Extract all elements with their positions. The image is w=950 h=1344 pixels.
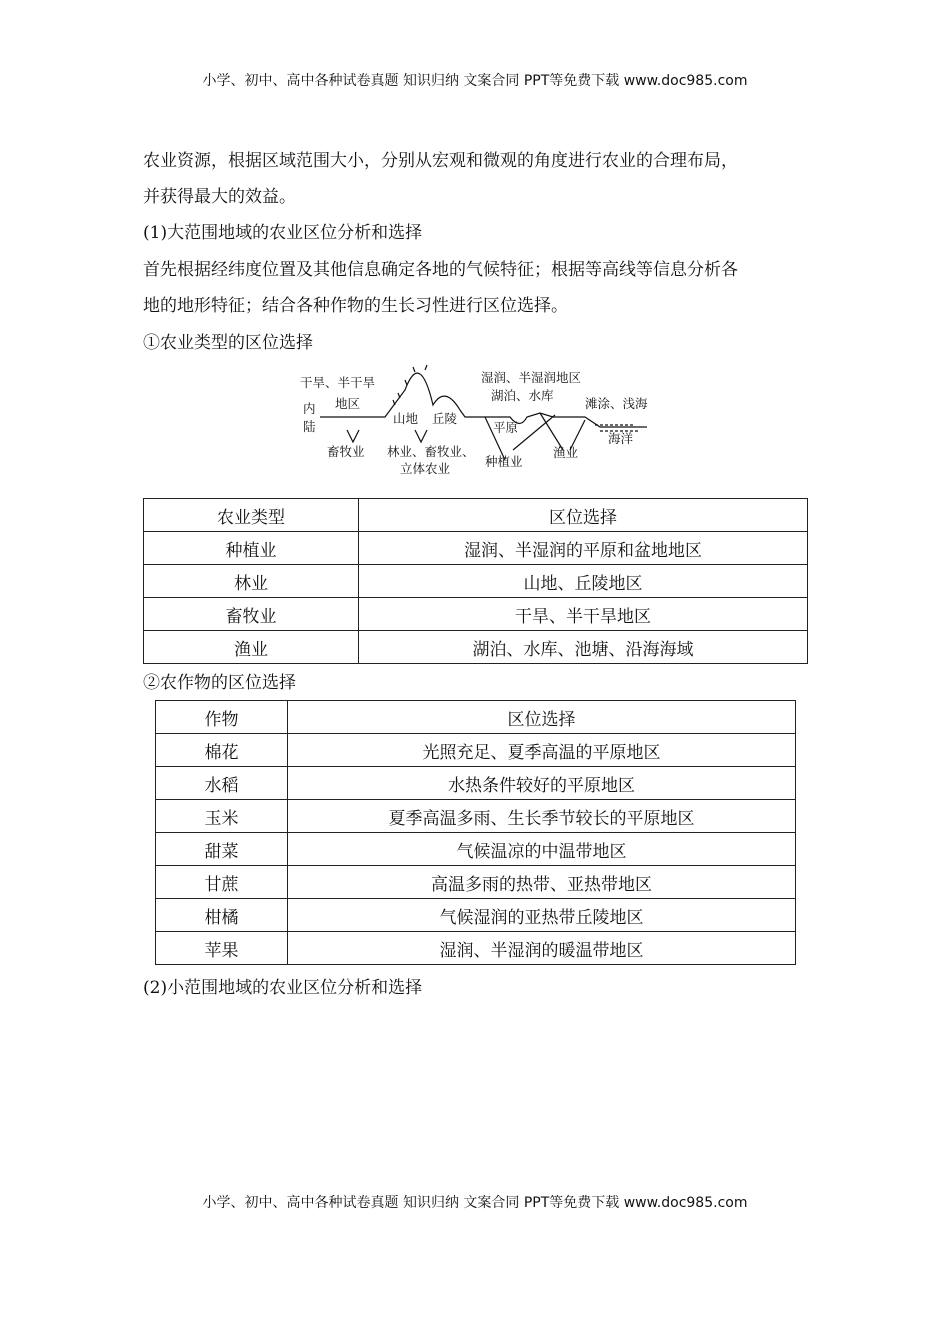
table-header-row bbox=[144, 499, 808, 532]
section-heading: (1)大范围地域的农业区位分析和选择 bbox=[143, 223, 423, 243]
table-cell: 干旱、半干旱地区 bbox=[359, 598, 808, 631]
table-row bbox=[156, 866, 796, 899]
paragraph-line: 地的地形特征；结合各种作物的生长习性进行区位选择。 bbox=[143, 296, 568, 316]
table-cell: 夏季高温多雨、生长季节较长的平原地区 bbox=[288, 800, 796, 833]
table-cell: 林业 bbox=[144, 565, 359, 598]
page-footer: 小学、初中、高中各种试卷真题 知识归纳 文案合同 PPT等免费下载 www.doc985.com bbox=[202, 1195, 748, 1211]
table-cell: 棉花 bbox=[156, 734, 288, 767]
table-row bbox=[144, 532, 808, 565]
crop-location-table bbox=[155, 700, 796, 965]
table-header: 农业类型 bbox=[144, 499, 359, 532]
table-cell: 玉米 bbox=[156, 800, 288, 833]
diagram-label: 丘陵 bbox=[432, 411, 458, 426]
table-header: 区位选择 bbox=[359, 499, 808, 532]
diagram-label: 种植业 bbox=[485, 454, 523, 469]
table-cell: 甜菜 bbox=[156, 833, 288, 866]
table-cell: 光照充足、夏季高温的平原地区 bbox=[288, 734, 796, 767]
table-header: 作物 bbox=[156, 701, 288, 734]
table-cell: 水热条件较好的平原地区 bbox=[288, 767, 796, 800]
paragraph-line: 首先根据经纬度位置及其他信息确定各地的气候特征；根据等高线等信息分析各 bbox=[143, 260, 738, 280]
table-row bbox=[156, 932, 796, 965]
diagram-label: 渔业 bbox=[553, 445, 579, 460]
diagram-label: 立体农业 bbox=[400, 461, 451, 476]
table-row bbox=[156, 800, 796, 833]
paragraph-line: 并获得最大的效益。 bbox=[143, 187, 296, 207]
diagram-label: 山地 bbox=[393, 411, 419, 426]
diagram-label: 海洋 bbox=[608, 431, 634, 446]
diagram-label: 滩涂、浅海 bbox=[585, 396, 648, 411]
table-cell: 甘蔗 bbox=[156, 866, 288, 899]
diagram-label: 湖泊、水库 bbox=[491, 388, 554, 403]
table-row bbox=[144, 631, 808, 664]
table-row bbox=[156, 833, 796, 866]
table-cell: 畜牧业 bbox=[144, 598, 359, 631]
table-cell: 气候湿润的亚热带丘陵地区 bbox=[288, 899, 796, 932]
table-row bbox=[156, 899, 796, 932]
table-cell: 高温多雨的热带、亚热带地区 bbox=[288, 866, 796, 899]
table-cell: 湿润、半湿润的暖温带地区 bbox=[288, 932, 796, 965]
table-cell: 山地、丘陵地区 bbox=[359, 565, 808, 598]
table-row bbox=[144, 598, 808, 631]
subsection-heading: ②农作物的区位选择 bbox=[143, 673, 296, 693]
table-row bbox=[156, 767, 796, 800]
table-row bbox=[144, 565, 808, 598]
diagram-label: 湿润、半湿润地区 bbox=[481, 370, 582, 385]
section-heading: (2)小范围地域的农业区位分析和选择 bbox=[143, 978, 423, 998]
subsection-heading: ①农业类型的区位选择 bbox=[143, 333, 313, 353]
agriculture-terrain-diagram bbox=[295, 360, 665, 480]
table-cell: 气候温凉的中温带地区 bbox=[288, 833, 796, 866]
diagram-label: 陆 bbox=[303, 419, 316, 434]
table-cell: 苹果 bbox=[156, 932, 288, 965]
table-cell: 湿润、半湿润的平原和盆地地区 bbox=[359, 532, 808, 565]
diagram-label: 内 bbox=[303, 401, 316, 416]
diagram-label: 林业、畜牧业、 bbox=[387, 444, 475, 459]
page-header: 小学、初中、高中各种试卷真题 知识归纳 文案合同 PPT等免费下载 www.doc985.com bbox=[202, 73, 748, 89]
diagram-label: 地区 bbox=[335, 396, 361, 411]
table-cell: 水稻 bbox=[156, 767, 288, 800]
agriculture-type-table bbox=[143, 498, 808, 664]
table-cell: 渔业 bbox=[144, 631, 359, 664]
diagram-label: 干旱、半干旱 bbox=[300, 375, 376, 390]
table-header-row bbox=[156, 701, 796, 734]
diagram-label: 平原 bbox=[493, 420, 519, 435]
table-cell: 种植业 bbox=[144, 532, 359, 565]
table-cell: 湖泊、水库、池塘、沿海海域 bbox=[359, 631, 808, 664]
paragraph-line: 农业资源，根据区域范围大小，分别从宏观和微观的角度进行农业的合理布局， bbox=[143, 151, 738, 171]
table-header: 区位选择 bbox=[288, 701, 796, 734]
diagram-label: 畜牧业 bbox=[327, 444, 365, 459]
table-cell: 柑橘 bbox=[156, 899, 288, 932]
table-row bbox=[156, 734, 796, 767]
